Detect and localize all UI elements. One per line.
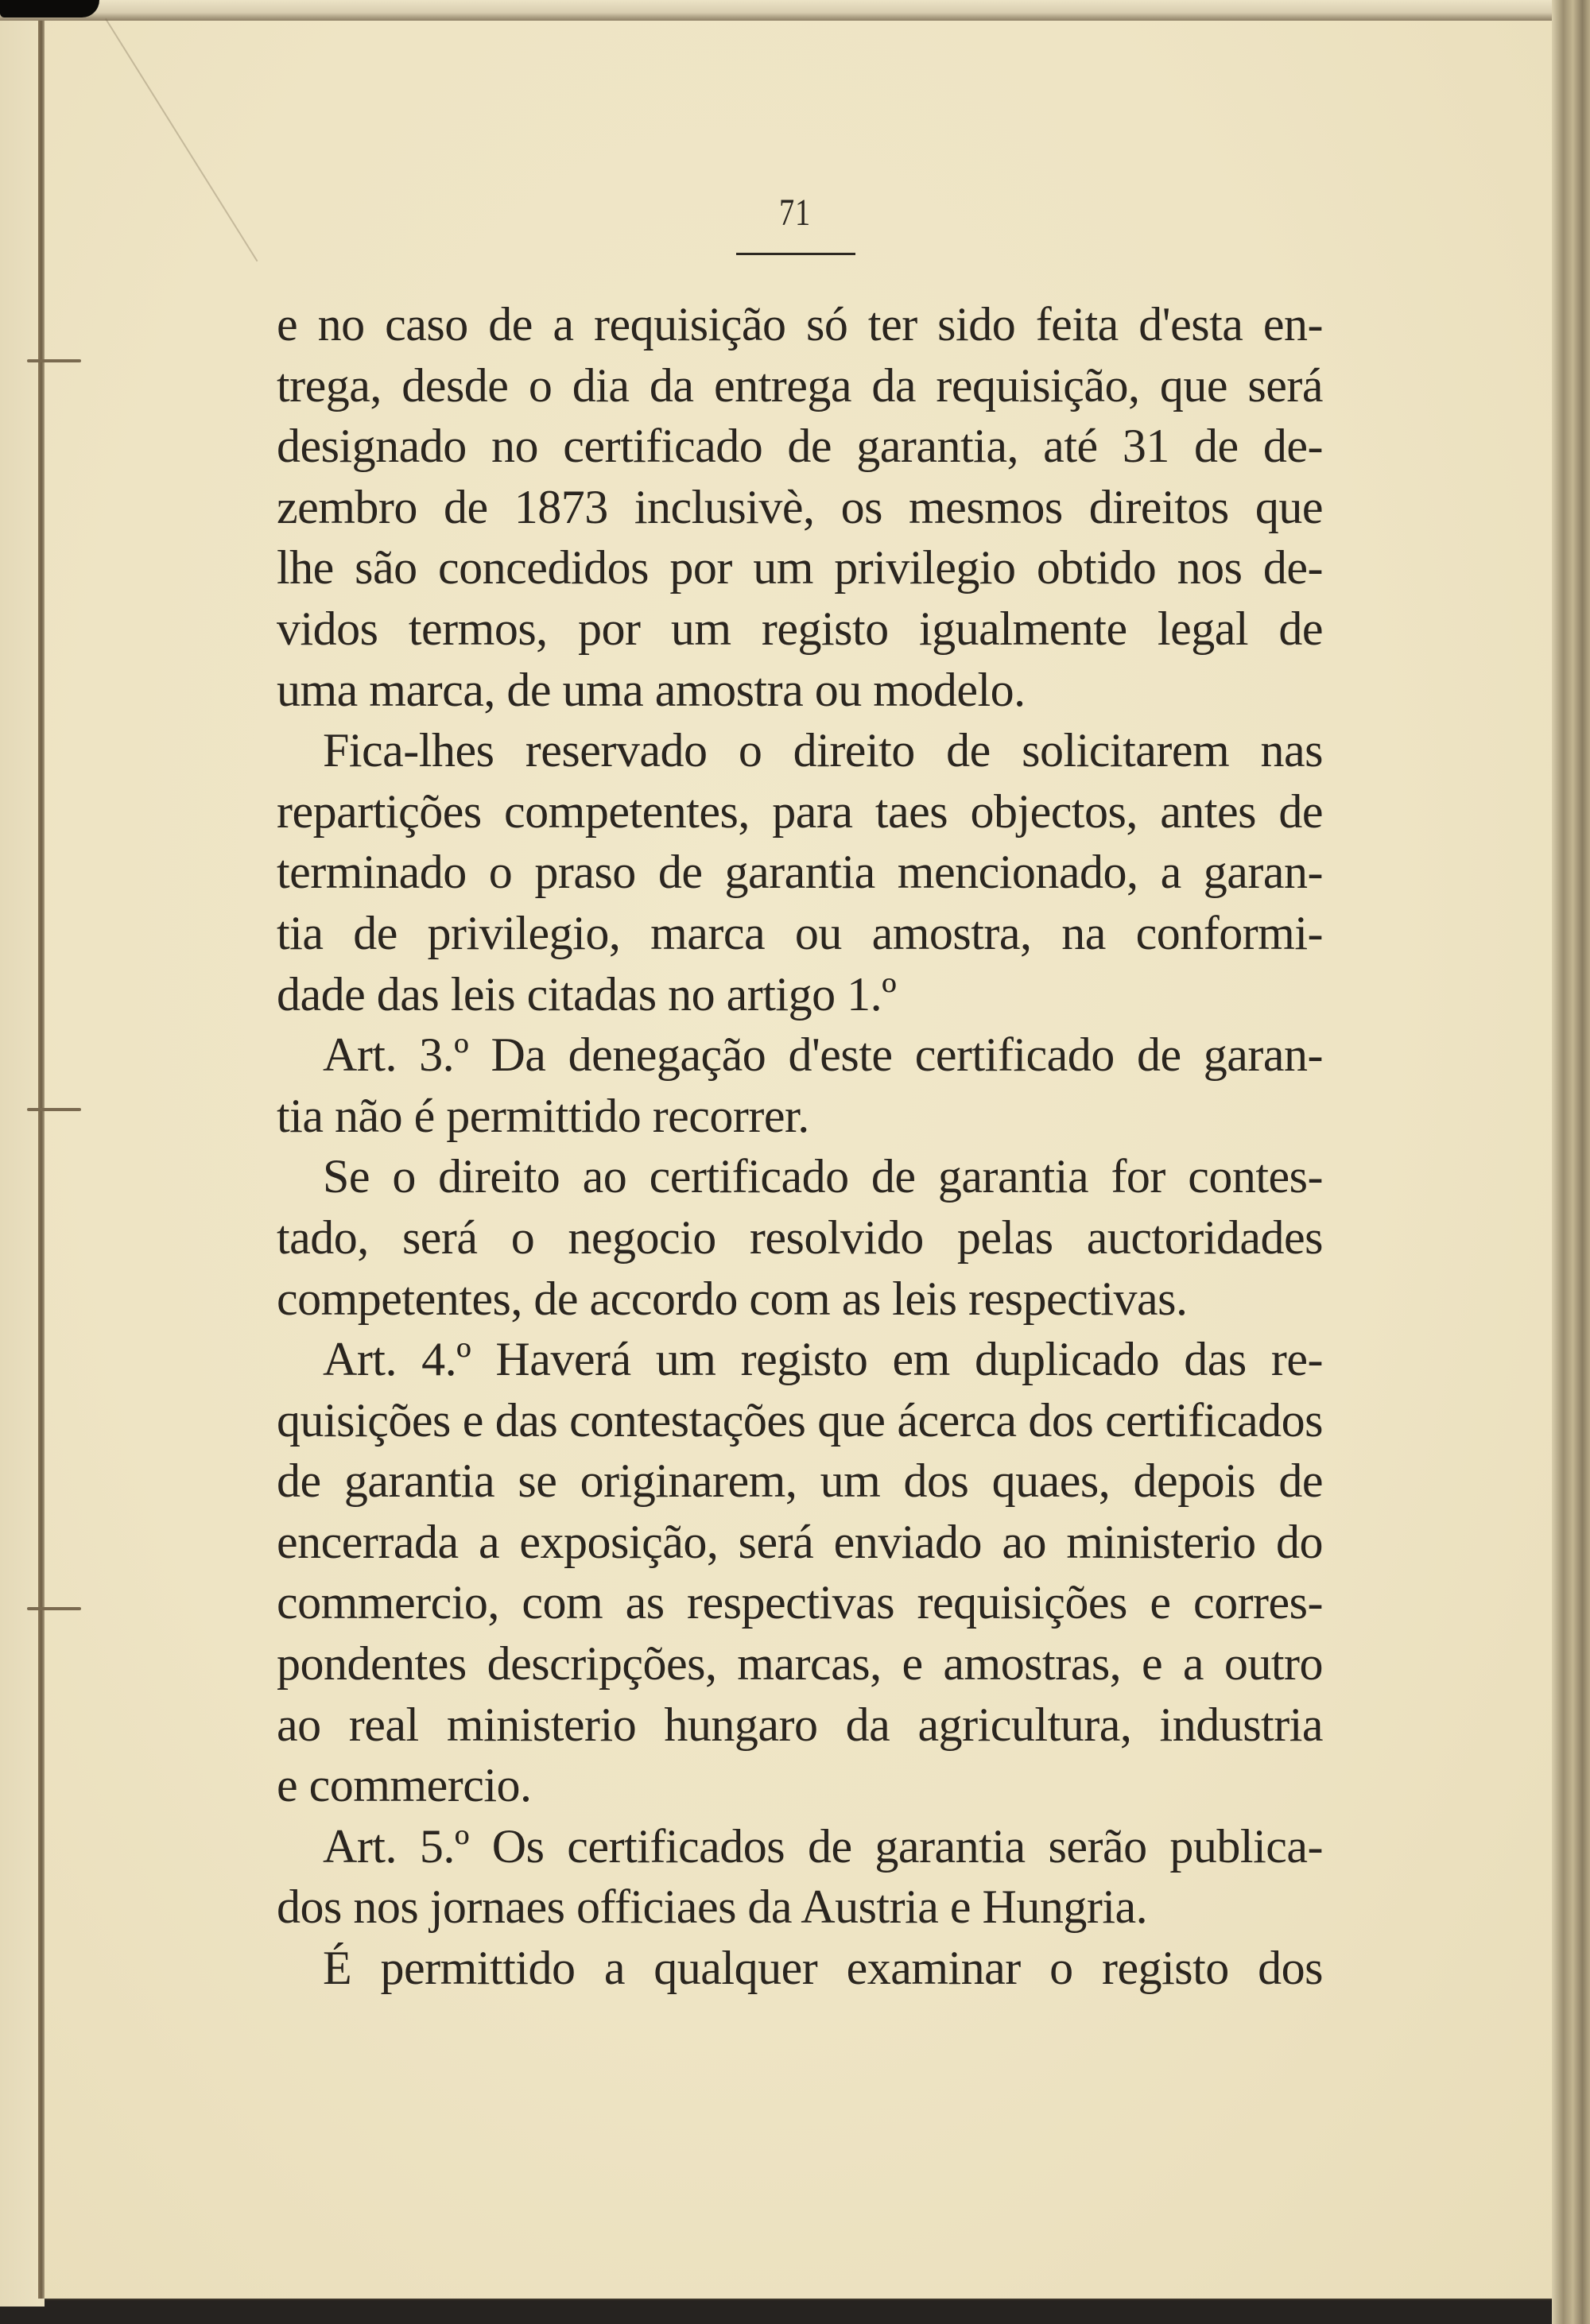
text-line: lhe são concedidos por um privilegio obtido nos de- — [277, 541, 1323, 595]
text-line: repartições competentes, para taes objectos, antes de — [277, 784, 1323, 838]
text-line: dos nos jornaes officiaes da Austria e Hungria. — [277, 1881, 1148, 1934]
page-number: 71 — [779, 192, 811, 234]
page-top-edge — [0, 0, 1590, 21]
margin-tick-mark — [27, 1607, 81, 1610]
margin-tick-mark — [27, 359, 81, 362]
text-line: de garantia se originarem, um dos quaes, depois de — [277, 1454, 1323, 1508]
text-line: Se o direito ao certificado de garantia for contes- — [323, 1150, 1323, 1203]
text-line: dade das leis citadas no artigo 1.º — [277, 967, 897, 1021]
text-line: Art. 4.º Haverá um registo em duplicado das re- — [323, 1333, 1323, 1386]
text-line: terminado o praso de garantia mencionado, a garan- — [277, 846, 1323, 899]
text-line: Art. 3.º Da denegação d'este certificado de garan- — [323, 1028, 1323, 1082]
text-line: tia de privilegio, marca ou amostra, na conformi- — [277, 906, 1323, 959]
text-line: designado no certificado de garantia, até 31 de de- — [277, 420, 1323, 473]
text-line: e no caso de a requisição só ter sido feita d'esta en- — [277, 298, 1323, 351]
text-line: zembro de 1873 inclusivè, os mesmos direitos que — [277, 480, 1323, 533]
text-line: tia não é permittido recorrer. — [277, 1089, 809, 1142]
text-line: quisições e das contestações que ácerca dos certificados — [277, 1393, 1323, 1447]
text-line: uma marca, de uma amostra ou modelo. — [277, 663, 1026, 716]
page-number-rule — [736, 253, 855, 255]
text-line: encerrada a exposição, será enviado ao ministerio do — [277, 1515, 1323, 1568]
text-line: competentes, de accordo com as leis respectivas. — [277, 1272, 1188, 1325]
text-line: Fica-lhes reservado o direito de solicitarem nas — [323, 724, 1323, 777]
text-line: É permittido a qualquer examinar o registo dos — [323, 1942, 1323, 1995]
text-line: commercio, com as respectivas requisições e corres- — [277, 1576, 1323, 1629]
text-line: ao real ministerio hungaro da agricultura, industria — [277, 1698, 1323, 1751]
text-line: pondentes descripções, marcas, e amostras, e a outro — [277, 1637, 1323, 1691]
ink-blot — [0, 0, 99, 17]
text-line: vidos termos, por um registo igualmente legal de — [277, 602, 1323, 655]
text-line: tado, será o negocio resolvido pelas auctoridades — [277, 1210, 1323, 1264]
text-line: e commercio. — [277, 1759, 532, 1812]
book-binding-edge — [1552, 0, 1590, 2324]
body-text — [277, 294, 1323, 1999]
margin-tick-mark — [27, 1108, 81, 1111]
text-line: trega, desde o dia da entrega da requisição, que será — [277, 358, 1323, 412]
text-line: Art. 5.º Os certificados de garantia serão publica- — [323, 1819, 1323, 1873]
